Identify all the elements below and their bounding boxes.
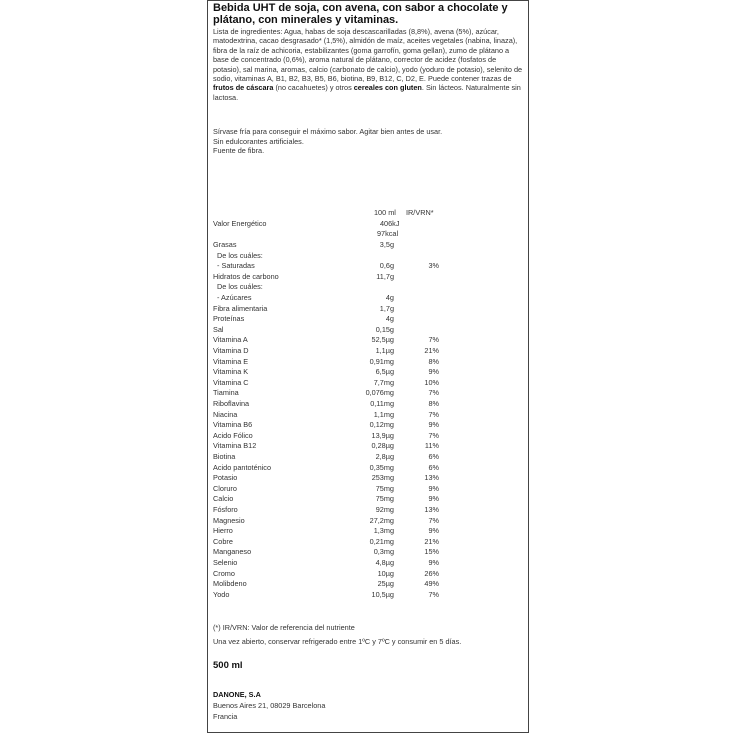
nutrient-reference-percent: 49% [424,579,439,589]
nutrient-amount: 0,28µg [371,441,394,451]
nutrition-row [213,516,525,526]
nutrient-reference-percent: 7% [428,589,439,599]
nutrient-label: De los cuáles: [217,282,263,292]
nutrient-label: Vitamina C [213,377,249,387]
nutrient-amount: 6,5µg [375,367,394,377]
nutrient-amount: 52,5µg [371,335,394,345]
nutrient-label: - Azúcares [217,293,252,302]
nutrient-amount: 253mg [371,473,394,483]
nutrient-label: Vitamina D [213,346,249,355]
nutrition-row [213,494,525,504]
nutrient-reference-percent: 6% [428,462,439,472]
storage-note: Una vez abierto, conservar refrigerado entre 1ºC y 7ºC y consumir en 5 días. [213,637,462,646]
nutrition-row [213,293,525,303]
nutrient-amount: 1,7g [379,303,394,313]
nutrition-row [213,378,525,388]
nutrient-amount: 4g [385,314,394,324]
nutrition-row [213,431,525,441]
nutrient-amount: 92mg [375,505,394,514]
nutrient-amount: 0,21mg [369,536,394,546]
nutrient-label: Niacina [213,409,238,419]
nutrient-label: Yodo [213,589,230,599]
nutrition-row [213,410,525,420]
col-header-100ml: 100 ml [374,208,396,217]
energy-kj: 406kJ [380,219,400,228]
nutrient-amount: 10µg [377,568,394,578]
nutrient-amount: 4,8µg [375,558,394,567]
nutrient-reference-percent: 6% [428,452,439,461]
nutrient-label: Vitamina A [213,335,248,345]
nutrient-label: Grasas [213,240,237,249]
energy-kcal: 97kcal [377,229,399,238]
nutrient-reference-percent: 11% [424,441,439,451]
nutrient-amount: 0,91mg [369,356,394,366]
nutrition-row [213,357,525,367]
nutrition-row [213,346,525,356]
nutrition-row [213,282,525,292]
nutrient-reference-percent: 10% [424,377,439,387]
nutrition-row [213,388,525,398]
note-sweeteners: Sin edulcorantes artificiales. [213,136,304,146]
nutrient-label: Fósforo [213,505,238,514]
nutrition-row [213,537,525,547]
nutrient-reference-percent: 9% [428,526,439,536]
nutrient-label: Proteínas [213,314,245,324]
usage-notes [213,127,525,156]
nutrient-amount: 0,076mg [365,388,394,398]
nutrition-row [213,261,525,271]
nutrient-amount: 3,5g [379,240,394,249]
nutrient-amount: 7,7mg [373,377,394,387]
nutrient-amount: 75mg [375,494,394,504]
energy-label: Valor Energético [213,219,267,228]
nutrient-amount: 1,3mg [373,526,394,536]
nutrient-reference-percent: 7% [428,409,439,419]
nutrition-row [213,473,525,483]
note-serving: Sírvase fría para conseguir el máximo sabor. Agitar bien antes de usar. [213,127,443,136]
nutrient-amount: 11,7g [376,271,394,281]
nutrient-reference-percent: 9% [428,494,439,504]
nutrient-label: Vitamina B6 [213,420,253,430]
nutrition-row [213,526,525,536]
nutrient-amount: 27,2mg [369,515,394,525]
nutrient-label: Vitamina K [213,367,249,377]
nutrient-reference-percent: 7% [428,515,439,525]
allergen-gluten: cereales con gluten [353,83,422,93]
nutrient-reference-percent: 21% [424,536,439,546]
product-title: Bebida UHT de soja, con avena, con sabor a chocolate y plátano, con minerales y vitaminas. [213,2,508,26]
nutrition-row [213,579,525,589]
nutrient-label: De los cuáles: [217,250,263,260]
nutrition-row [213,547,525,557]
company-name: DANONE, S.A [213,690,261,699]
irvrn-footnote: (*) IR/VRN: Valor de referencia del nutriente [213,623,355,632]
nutrition-row [213,463,525,473]
nutrient-label: Molibdeno [213,579,247,589]
nutrient-label: Selenio [213,558,238,567]
nutrition-row [213,505,525,515]
nutrient-label: Manganeso [213,547,252,557]
nutrient-reference-percent: 9% [428,483,439,493]
nutrient-amount: 13,9µg [371,430,394,440]
nutrition-row [213,304,525,314]
nutrient-label: Riboflavina [213,399,250,408]
nutrient-label: Cloruro [213,483,237,493]
nutrition-row [213,272,525,282]
nutrient-label: Magnesio [213,515,245,525]
nutrition-row [213,399,525,409]
col-header-irvrn: IR/VRN* [406,208,434,217]
nutrition-row [213,251,525,261]
nutrient-reference-percent: 9% [428,367,439,377]
nutrient-reference-percent: 13% [424,473,439,483]
nutrient-amount: 0,35mg [369,462,394,472]
nutrient-label: Acido pantoténico [213,462,272,472]
nutrient-label: Hidratos de carbono [213,271,279,281]
nutrition-row [213,325,525,335]
nutrient-label: Acido Fólico [213,430,253,440]
nutrient-amount: 1,1mg [373,409,394,419]
nutrient-reference-percent: 21% [424,346,439,355]
nutrient-amount: 75mg [375,483,394,493]
company-country: Francia [213,712,238,721]
nutrient-reference-percent: 26% [424,568,439,578]
nutrient-reference-percent: 3% [428,261,439,271]
nutrient-amount: 4g [385,293,394,302]
allergen-nuts: frutos de cáscara [213,83,274,93]
nutrient-reference-percent: 7% [428,335,439,345]
nutrient-label: Sal [213,324,224,334]
nutrient-label: Vitamina B12 [213,441,257,451]
nutrient-label: Hierro [213,526,233,536]
nutrition-row [213,558,525,568]
nutrient-amount: 2,8µg [375,452,394,461]
company-address: Buenos Aires 21, 08029 Barcelona [213,701,326,710]
nutrient-reference-percent: 13% [424,505,439,514]
volume: 500 ml [213,660,243,671]
ingredients-text-c: . Sin lácteos. Naturalmente sin lactosa. [213,83,521,102]
nutrient-amount: 0,12mg [369,420,394,430]
nutrient-label: Cromo [213,568,235,578]
nutrition-row [213,441,525,451]
nutrition-row [213,367,525,377]
nutrition-row [213,569,525,579]
nutrient-reference-percent: 7% [428,430,439,440]
nutrient-label: Potasio [213,473,238,483]
nutrition-row [213,452,525,462]
nutrient-amount: 10,5µg [371,589,394,599]
nutrition-row [213,420,525,430]
nutrient-amount: 0,15g [375,324,394,334]
nutrition-row [213,240,525,250]
nutrient-label: Biotina [213,452,236,461]
nutrient-reference-percent: 8% [428,356,439,366]
nutrient-reference-percent: 9% [428,558,439,567]
nutrition-row [213,590,525,600]
nutrient-reference-percent: 9% [428,420,439,430]
nutrient-amount: 1,1µg [375,346,394,355]
nutrient-reference-percent: 15% [424,547,439,557]
nutrient-label: Fibra alimentaria [213,303,268,313]
nutrient-amount: 0,11mg [370,399,394,408]
nutrient-amount: 0,6g [379,261,394,271]
note-fiber: Fuente de fibra. [213,146,265,156]
nutrient-amount: 25µg [377,579,394,589]
ingredients-text-b: (no cacahuetes) y otros [273,83,354,93]
ingredients-list [213,27,525,102]
nutrient-reference-percent: 8% [428,399,439,408]
nutrient-label: Tiamina [213,388,239,398]
nutrient-label: Cobre [213,536,233,546]
nutrient-label: - Saturadas [217,261,255,271]
nutrient-label: Calcio [213,494,234,504]
nutrient-reference-percent: 7% [428,388,439,398]
nutrient-label: Vitamina E [213,356,249,366]
nutrition-row [213,484,525,494]
nutrition-row [213,335,525,345]
ingredients-text-a: Lista de ingredientes: Agua, habas de soja descascarilladas (8,8%), avena (5%), azúcar, matodextrina, cacao desgrasado* (1,5%), almidón de maíz, aceites vegetales (nabina, linaza), fibra de la raíz de achicoria, estabilizantes (goma garrofín, goma gellan), zumo de plátano a base de concentrado (0,6%), aroma natural de plátano, corrector de acidez (fosfatos de potasio), sal marina, aromas, calcio (carbonato de calcio), yodo (yoduro de potasio), selenito de sodio, vitaminas A, B1, B2, B3, B5, B6, biotina, B9, B12, C, D2, E. Puede contener trazas de [213,27,523,84]
nutrient-amount: 0,3mg [373,547,394,557]
nutrition-row [213,314,525,324]
